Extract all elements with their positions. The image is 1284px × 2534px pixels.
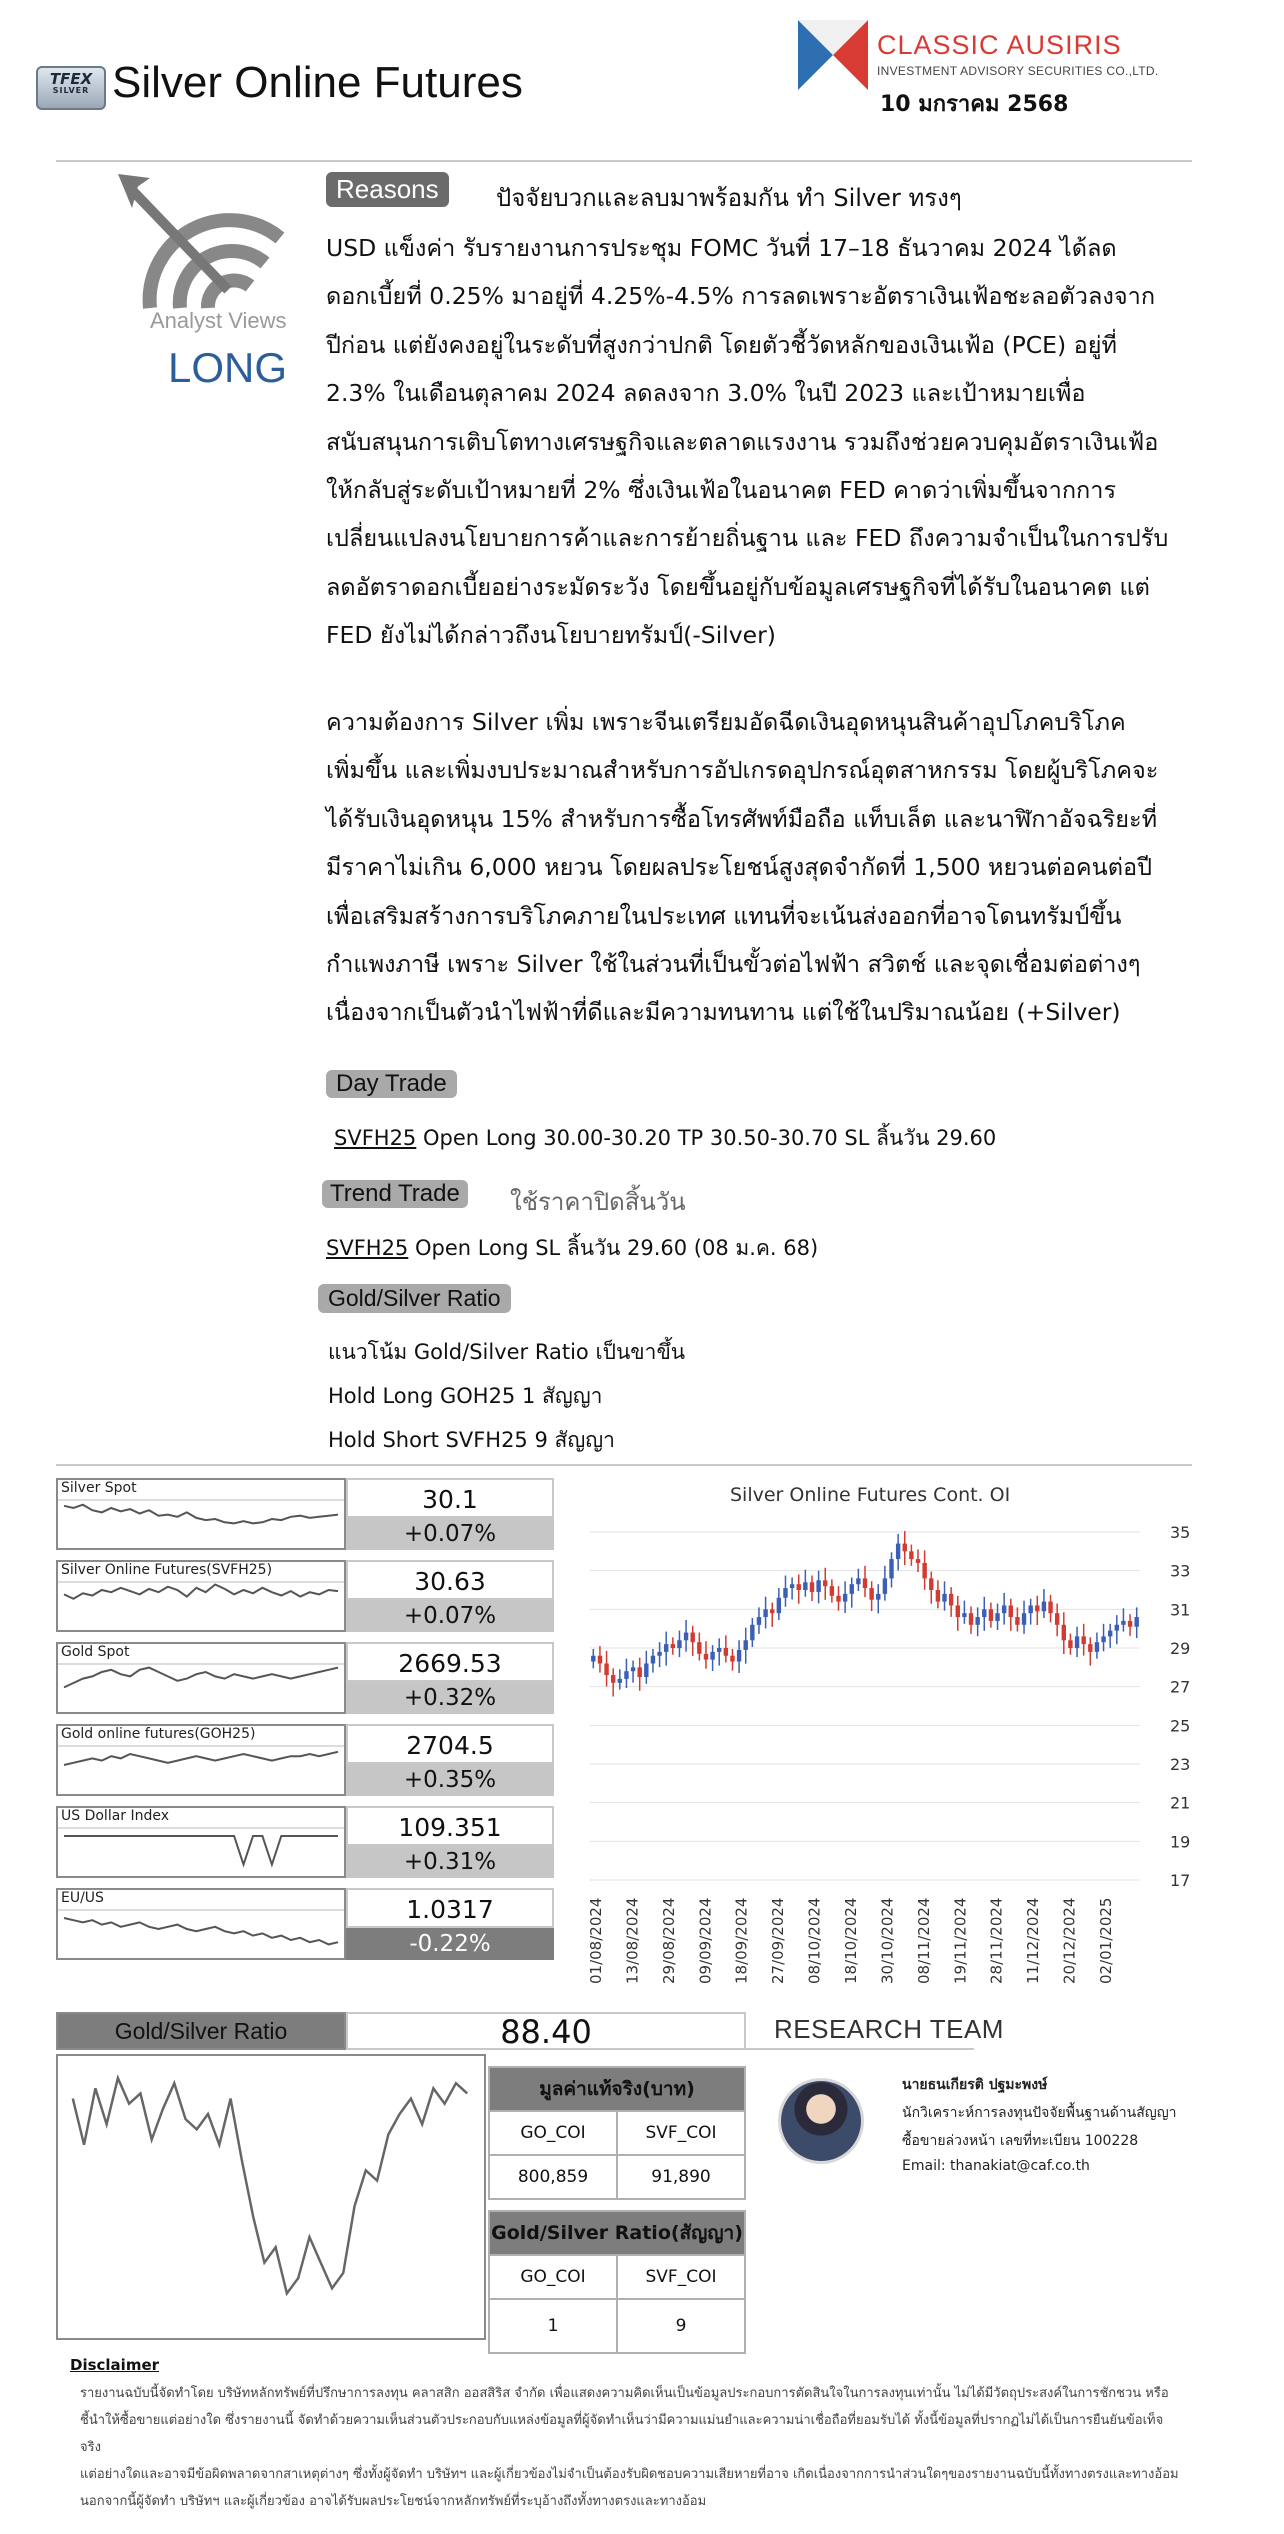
candle-body (1002, 1605, 1006, 1613)
candle-body (750, 1625, 754, 1640)
target-arrow-icon (110, 168, 300, 318)
market-label: US Dollar Index (61, 1808, 173, 1824)
candle-body (697, 1642, 701, 1654)
candle-body (816, 1580, 820, 1592)
ratio-contract-table (488, 2210, 746, 2354)
tfex-logo-sub: SILVER (52, 86, 90, 95)
candle-body (995, 1613, 999, 1621)
x-tick-label: 09/09/2024 (696, 1897, 715, 1984)
candle-body (783, 1588, 787, 1598)
brand-name: CLASSIC AUSIRIS (877, 30, 1122, 60)
ratio-table-title: Gold/Silver Ratio(สัญญา) (489, 2211, 745, 2255)
market-change: +0.31% (346, 1846, 554, 1878)
x-tick-label: 18/09/2024 (732, 1897, 751, 1984)
text-line: ได้รับเงินอุดหนุน 15% สำหรับการซื้อโทรศัพท์มือถือ แท็บเล็ต และนาฬิกาอัจฉริยะที่ (326, 804, 1158, 833)
candle-body (757, 1617, 761, 1625)
oi-chart-title: Silver Online Futures Cont. OI (730, 1484, 1011, 1506)
market-value: 30.63 (346, 1560, 554, 1600)
candle-body (657, 1652, 661, 1656)
text-line: กำแพงภาษี เพราะ Silver ใช้ในส่วนที่เป็นขั้วต่อไฟฟ้า สวิตช์ และจุดเชื่อมต่อต่างๆ (326, 949, 1141, 978)
market-sparkline-panel (56, 1560, 346, 1632)
candle-body (863, 1578, 867, 1588)
candle-body (956, 1605, 960, 1617)
sparkline-line (64, 1836, 338, 1865)
candle-body (903, 1544, 907, 1552)
candle-body (591, 1656, 595, 1662)
disclaimer-line: รายงานฉบับนี้จัดทำโดย บริษัทหลักทรัพย์ที่ปรึกษาการลงทุน คลาสสิก ออสสิริส จำกัด เพื่อแสดงความคิดเห็นเป็นข้อมูลประกอบการตัดสินใจในการลงทุนเท่านั้น ไม่ได้มีวัตถุประสงค์ในการชักชวน หรือ (80, 2386, 1169, 2401)
analyst-name: นายธนเกียรติ ปฐมะพงษ์ (902, 2077, 1048, 2093)
research-team-heading: RESEARCH TEAM (774, 2014, 1004, 2044)
y-tick-label: 25 (1170, 1716, 1191, 1736)
candle-body (1095, 1642, 1099, 1652)
candle-body (916, 1559, 920, 1563)
candle-body (1068, 1640, 1072, 1648)
market-box (56, 1642, 556, 1720)
candle-body (876, 1594, 880, 1600)
candle-body (744, 1640, 748, 1650)
market-change: +0.07% (346, 1600, 554, 1632)
y-tick-label: 35 (1170, 1523, 1191, 1542)
day-trade-text: Open Long 30.00-30.20 TP 30.50-30.70 SL ลิ้นวัน 29.60 (416, 1126, 997, 1150)
market-value: 2669.53 (346, 1642, 554, 1682)
candle-body (1062, 1625, 1066, 1640)
y-tick-label: 21 (1170, 1793, 1191, 1813)
x-tick-label: 08/11/2024 (914, 1897, 933, 1984)
text-line: ความต้องการ Silver เพิ่ม เพราะจีนเตรียมอัดฉีดเงินอุดหนุนสินค้าอุปโภคบริโภค (326, 708, 1126, 736)
candle-body (730, 1656, 734, 1662)
market-box (56, 1806, 556, 1884)
text-line: สนับสนุนการเติบโตทางเศรษฐกิจและตลาดแรงงาน รวมถึงช่วยควบคุมอัตราเงินเฟ้อ (326, 427, 1159, 456)
coi-value-go: 800,859 (489, 2155, 617, 2199)
candle-body (777, 1598, 781, 1613)
text-line: เพื่อเสริมสร้างการบริโภคภายในประเทศ แทนที่จะเน้นส่งออกที่อาจโดนทรัมป์ขึ้น (326, 901, 1122, 930)
sparkline-line (64, 1505, 338, 1524)
candle-body (869, 1588, 873, 1600)
candle-body (929, 1578, 933, 1590)
coi-value-svf: 91,890 (617, 2155, 745, 2199)
candle-body (949, 1594, 953, 1606)
candle-body (1134, 1617, 1138, 1627)
ratio-header-svf: SVF_COI (617, 2255, 745, 2299)
market-value: 1.0317 (346, 1888, 554, 1928)
x-tick-label: 20/12/2024 (1060, 1897, 1079, 1984)
candle-body (989, 1609, 993, 1621)
candle-body (651, 1656, 655, 1664)
candle-body (618, 1679, 622, 1683)
text-line: ปีก่อน แต่ยังคงอยู่ในระดับที่สูงกว่าปกติ โดยตัวชี้วัดหลักของเงินเฟ้อ (PCE) อยู่ที่ (326, 330, 1118, 359)
candle-body (1035, 1605, 1039, 1611)
candle-body (909, 1551, 913, 1559)
page-title: Silver Online Futures (112, 58, 523, 107)
text-line: เพิ่มขึ้น และเพิ่มงบประมาณสำหรับการอัปเกรดอุปกรณ์อุตสาหกรรม โดยผู้บริโภคจะ (326, 756, 1159, 785)
candle-body (1075, 1636, 1079, 1648)
disclaimer-title: Disclaimer (70, 2356, 160, 2374)
coi-header-svf: SVF_COI (617, 2111, 745, 2155)
sparkline-line (64, 1752, 338, 1765)
disclaimer-line: นอกจากนี้ผู้จัดทำ บริษัทฯ และผู้เกี่ยวข้อง อาจได้รับผลประโยชน์จากหลักทรัพย์ที่ระบุอ้างถึงทั้งทางตรงและทางอ้อม (80, 2494, 707, 2509)
candle-body (644, 1663, 648, 1677)
x-tick-label: 18/10/2024 (842, 1897, 860, 1984)
sparkline-line (64, 1918, 338, 1944)
x-tick-label: 11/12/2024 (1024, 1897, 1043, 1984)
candle-body (710, 1652, 714, 1660)
gold-silver-ratio-value: 88.40 (346, 2012, 746, 2050)
trend-trade-text: Open Long SL ลิ้นวัน 29.60 (08 ม.ค. 68) (408, 1236, 819, 1260)
gold-silver-ratio-sparkline (56, 2054, 486, 2340)
gold-silver-trend-line: แนวโน้ม Gold/Silver Ratio เป็นขาขึ้น (328, 1340, 686, 1364)
trend-trade-tag: Trend Trade (322, 1180, 468, 1208)
market-box (56, 1888, 556, 1966)
x-tick-label: 19/11/2024 (951, 1897, 970, 1984)
analyst-views-label: Analyst Views (150, 308, 287, 333)
x-tick-label: 13/08/2024 (623, 1897, 642, 1984)
sparkline-line (64, 1668, 338, 1688)
candle-body (975, 1617, 979, 1625)
market-change: +0.32% (346, 1682, 554, 1714)
text-line: USD แข็งค่า รับรายงานการประชุม FOMC วันที่ 17–18 ธันวาคม 2024 ได้ลด (326, 234, 1117, 262)
reasons-paragraph-usd (326, 224, 1238, 660)
research-divider (746, 2048, 974, 2050)
market-box (56, 1478, 556, 1556)
y-tick-label: 17 (1170, 1871, 1191, 1890)
candle-body (1108, 1631, 1112, 1637)
text-line: ลดอัตราดอกเบี้ยอย่างระมัดระวัง โดยขึ้นอยู่กับข้อมูลเศรษฐกิจที่ได้รับในอนาคต แต่ (326, 572, 1150, 601)
market-value: 109.351 (346, 1806, 554, 1846)
candle-body (962, 1613, 966, 1617)
candle-body (1101, 1636, 1105, 1642)
candle-body (982, 1609, 986, 1617)
candle-body (763, 1609, 767, 1617)
candle-body (810, 1582, 814, 1592)
market-label: EU/US (61, 1890, 108, 1906)
ratio-value-go: 1 (489, 2299, 617, 2353)
y-tick-label: 29 (1170, 1639, 1191, 1658)
candle-body (604, 1663, 608, 1675)
coi-table-title: มูลค่าแท้จริง(บาท) (489, 2067, 745, 2111)
candle-body (664, 1644, 668, 1652)
disclaimer-line: แต่อย่างใดและอาจมีข้อผิดพลาดจากสาเหตุต่างๆ ซึ่งทั้งผู้จัดทำ บริษัทฯ และผู้เกี่ยวข้องไม่จำเป็นต้องรับผิดชอบความเสียหายที่อาจ เกิดเนื่องจากการนำส่วนใดๆของรายงานฉบับนี้ทั้งทางตรงและทางอ้อม (80, 2467, 1179, 2482)
candle-body (1081, 1636, 1085, 1644)
candle-body (936, 1590, 940, 1602)
section-divider (56, 1464, 1192, 1466)
market-box (56, 1560, 556, 1638)
gold-silver-ratio-label: Gold/Silver Ratio (56, 2012, 346, 2050)
analyst-email: Email: thanakiat@caf.co.th (902, 2158, 1090, 2174)
candle-body (1055, 1613, 1059, 1625)
market-sparkline-panel (56, 1642, 346, 1714)
x-tick-label: 01/08/2024 (587, 1897, 605, 1984)
analyst-view-value: LONG (168, 344, 288, 391)
text-line: มีราคาไม่เกิน 6,000 หยวน โดยผลประโยชน์สูงสุดจำกัดที่ 1,500 หยวนต่อคนต่อปี (326, 853, 1153, 882)
candle-body (1042, 1602, 1046, 1612)
analyst-avatar (778, 2078, 864, 2164)
text-line: FED ยังไม่ได้กล่าวถึงนโยบายทรัมป์(-Silver) (326, 621, 776, 650)
candle-body (1028, 1605, 1032, 1613)
candle-body (850, 1584, 854, 1594)
disclaimer-line: ชี้นำให้ซื้อขายแต่อย่างใด ซึ่งรายงานนี้ จัดทำด้วยความเห็นส่วนตัวประกอบกับแหล่งข้อมูลที่ผู้จัดทำเห็นว่ามีความแม่นยำและความน่าเชื่อถือที่ยอมรับได้ ทั้งนี้ข้อมูลที่ปรากฏไม่ได้เป็นการยืนยันข้อเท็จจริง (80, 2413, 1164, 2455)
candle-body (1015, 1617, 1019, 1625)
hold-long-line: Hold Long GOH25 1 สัญญา (328, 1384, 603, 1408)
candle-body (724, 1648, 728, 1656)
tfex-logo-text: TFEX (49, 70, 93, 88)
brand-subtitle: INVESTMENT ADVISORY SECURITIES CO.,LTD. (877, 64, 1159, 78)
trend-trade-symbol: SVFH25 (326, 1236, 409, 1260)
ratio-line (73, 2078, 467, 2293)
market-label: Gold online futures(GOH25) (61, 1726, 259, 1742)
candle-body (969, 1613, 973, 1625)
gold-silver-ratio-tag: Gold/Silver Ratio (318, 1284, 511, 1313)
ratio-header-go: GO_COI (489, 2255, 617, 2299)
y-tick-label: 31 (1170, 1600, 1191, 1620)
analyst-role: นักวิเคราะห์การลงทุนปัจจัยพื้นฐานด้านสัญญา (902, 2105, 1177, 2121)
x-tick-label: 28/11/2024 (987, 1897, 1006, 1984)
candle-body (1048, 1602, 1052, 1614)
candle-body (1115, 1625, 1119, 1631)
tfex-logo (36, 66, 106, 110)
day-trade-line (334, 1122, 996, 1155)
candle-body (830, 1586, 834, 1596)
coi-header-go: GO_COI (489, 2111, 617, 2155)
candle-body (790, 1584, 794, 1588)
candle-body (677, 1640, 681, 1648)
candle-body (1088, 1644, 1092, 1652)
sparkline-line (64, 1585, 338, 1599)
candle-body (704, 1654, 708, 1660)
candle-body (598, 1656, 602, 1664)
oi-candlestick-chart (580, 1510, 1200, 1990)
candle-body (770, 1609, 774, 1613)
reasons-paragraph-silver-demand (326, 698, 1238, 1037)
market-value: 30.1 (346, 1478, 554, 1518)
candle-body (836, 1596, 840, 1602)
disclaimer-text (80, 2380, 1180, 2515)
candle-body (671, 1644, 675, 1648)
classic-ausiris-logo-icon (798, 20, 868, 90)
candle-body (803, 1582, 807, 1590)
x-tick-label: 08/10/2024 (805, 1897, 824, 1984)
candle-body (637, 1667, 641, 1677)
analyst-license: ซื้อขายล่วงหน้า เลขที่ทะเบียน 100228 (902, 2133, 1139, 2149)
y-tick-label: 23 (1170, 1755, 1191, 1774)
candle-body (823, 1580, 827, 1586)
candle-body (942, 1594, 946, 1602)
trend-trade-line (326, 1232, 818, 1265)
reasons-title: ปัจจัยบวกและลบมาพร้อมกัน ทำ Silver ทรงๆ (496, 184, 962, 212)
text-line: ให้กลับสู่ระดับเป้าหมายที่ 2% ซึ่งเงินเฟ้อในอนาคต FED คาดว่าเพิ่มขึ้นจากการ (326, 475, 1117, 504)
text-line: เปลี่ยนแปลงนโยบายการค้าและการย้ายถิ่นฐาน และ FED ถึงความจำเป็นในการปรับ (326, 524, 1169, 553)
candle-body (1121, 1621, 1125, 1625)
x-tick-label: 30/10/2024 (878, 1897, 897, 1984)
candle-body (889, 1559, 893, 1578)
hold-short-line: Hold Short SVFH25 9 สัญญา (328, 1428, 615, 1452)
x-tick-label: 27/09/2024 (769, 1897, 788, 1984)
candle-body (856, 1578, 860, 1584)
text-line: 2.3% ในเดือนตุลาคม 2024 ลดลงจาก 3.0% ในปี 2023 และเป้าหมายเพื่อ (326, 379, 1086, 408)
x-tick-label: 29/08/2024 (659, 1897, 678, 1984)
y-tick-label: 33 (1170, 1561, 1191, 1581)
market-sparkline-panel (56, 1724, 346, 1796)
candle-body (922, 1563, 926, 1578)
candle-body (611, 1675, 615, 1683)
candle-body (1022, 1613, 1026, 1625)
day-trade-tag: Day Trade (326, 1070, 457, 1098)
candle-body (1009, 1605, 1013, 1617)
market-box (56, 1724, 556, 1802)
market-change: -0.22% (346, 1928, 554, 1960)
y-tick-label: 19 (1170, 1832, 1191, 1852)
market-sparkline-panel (56, 1888, 346, 1960)
candle-body (1128, 1621, 1132, 1627)
candle-body (624, 1671, 628, 1679)
y-tick-label: 27 (1170, 1677, 1191, 1697)
candle-body (684, 1633, 688, 1641)
candle-body (896, 1544, 900, 1559)
header-divider (56, 160, 1192, 162)
market-change: +0.35% (346, 1764, 554, 1796)
candle-body (691, 1633, 695, 1643)
candle-body (717, 1648, 721, 1652)
ratio-value-svf: 9 (617, 2299, 745, 2353)
market-value: 2704.5 (346, 1724, 554, 1764)
report-date: 10 มกราคม 2568 (880, 92, 1069, 117)
market-sparkline-panel (56, 1478, 346, 1550)
market-sparkline-panel (56, 1806, 346, 1878)
trend-trade-note: ใช้ราคาปิดสิ้นวัน (510, 1188, 686, 1216)
market-label: Silver Online Futures(SVFH25) (61, 1562, 276, 1578)
coi-value-table (488, 2066, 746, 2200)
x-tick-label: 02/01/2025 (1097, 1897, 1115, 1984)
text-line: เนื่องจากเป็นตัวนำไฟฟ้าที่ดีและมีความทนทาน แต่ใช้ในปริมาณน้อย (+Silver) (326, 998, 1121, 1027)
reasons-tag: Reasons (326, 172, 449, 207)
candle-body (843, 1594, 847, 1602)
day-trade-symbol: SVFH25 (334, 1126, 417, 1150)
text-line: ดอกเบี้ยที่ 0.25% มาอยู่ที่ 4.25%-4.5% การลดเพราะอัตราเงินเฟ้อชะลอตัวลงจาก (326, 282, 1156, 311)
candle-body (631, 1667, 635, 1671)
candle-body (737, 1650, 741, 1662)
market-change: +0.07% (346, 1518, 554, 1550)
market-label: Gold Spot (61, 1644, 133, 1660)
candle-body (883, 1578, 887, 1593)
candle-body (797, 1584, 801, 1590)
market-label: Silver Spot (61, 1480, 141, 1496)
